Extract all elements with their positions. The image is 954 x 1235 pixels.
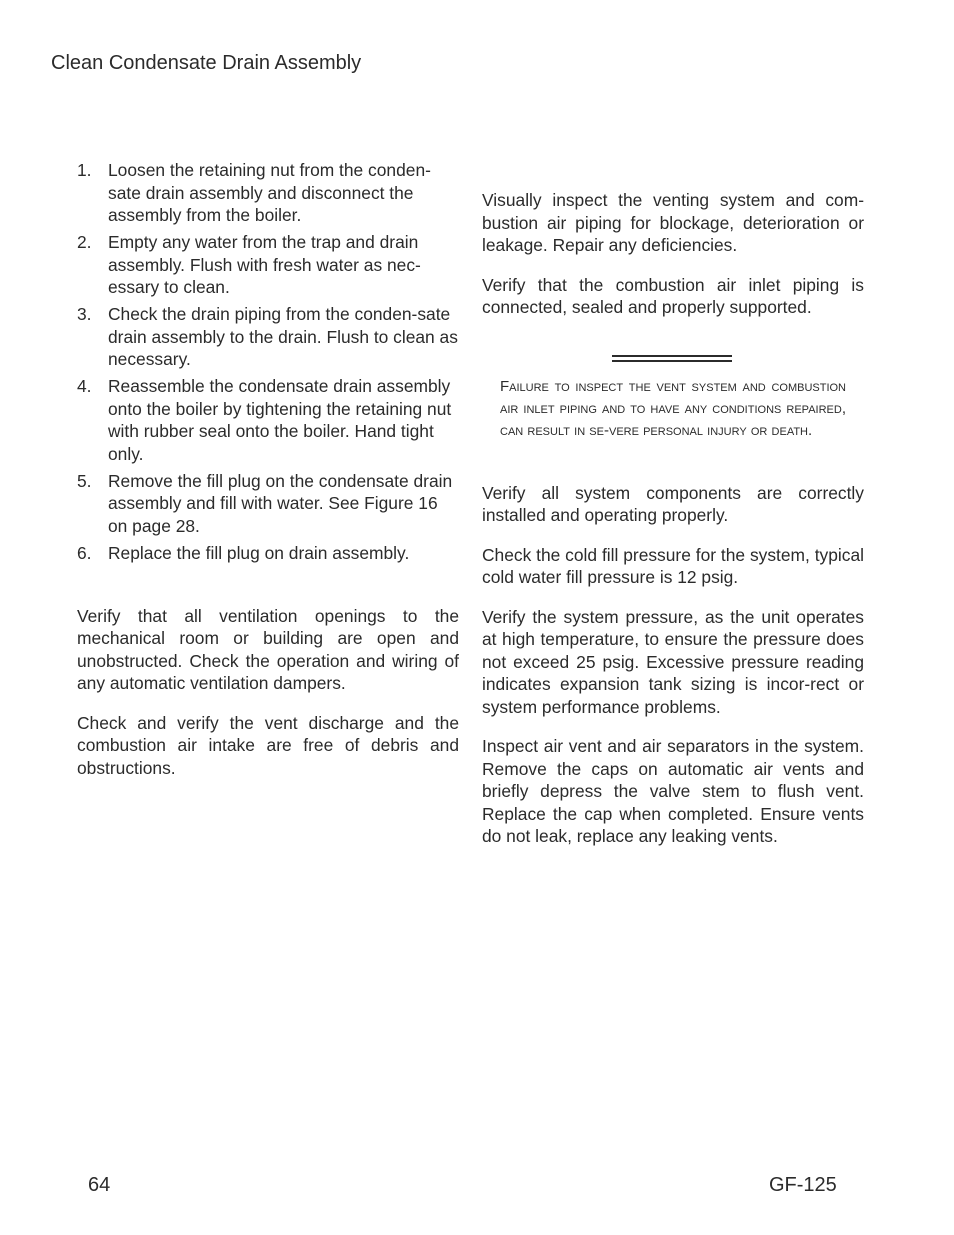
- step-text: Remove the fill plug on the condensate drain assembly and fill with water. See Figure 16 on page 28.: [108, 470, 453, 536]
- step-text: Check the drain piping from the conden-sate drain assembly to the drain. Flush to clean as necessary.: [108, 304, 458, 369]
- page-title: Clean Condensate Drain Assembly: [51, 52, 362, 74]
- venting-inspection-paragraph: Visually inspect the venting system and com-bustion air piping for blockage, deterioration or leakage. Repair any deficiencies.: [482, 190, 864, 255]
- page-number: 64: [88, 1174, 111, 1196]
- list-item: [77, 542, 459, 565]
- step-text: Loosen the retaining nut from the conden-sate drain assembly and disconnect the assembly from the boiler.: [108, 160, 431, 225]
- step-text: Reassemble the condensate drain assembly onto the boiler by tightening the retaining nut with rubber seal onto the boiler. Hand tight only.: [108, 376, 452, 464]
- step-number: 5.: [77, 470, 92, 491]
- components-paragraph: Verify all system components are correctly installed and operating properly.: [482, 482, 864, 525]
- step-text: Replace the fill plug on drain assembly.: [108, 542, 410, 563]
- list-item: [77, 375, 459, 465]
- step-number: 4.: [77, 376, 92, 396]
- step-text: Empty any water from the trap and drain assembly. Flush with fresh water as nec-essary to clean.: [108, 232, 421, 297]
- ventilation-paragraph: Verify that all ventilation openings to the mechanical room or building are open and unobstructed. Check the operation and wiring of any automatic ventilation dampers.: [77, 605, 459, 693]
- warning-text: Failure to inspect the vent system and combustion air inlet piping and to have any conditions repaired, can result in se-vere personal injury or death.: [500, 377, 846, 439]
- step-number: 1.: [77, 160, 92, 180]
- warning-divider: [612, 355, 732, 362]
- section-gap: [482, 442, 864, 482]
- air-vent-paragraph: Inspect air vent and air separators in the system. Remove the caps on automatic air vents and briefly depress the valve stem to flush vent. Replace the cap when completed. Ensure vents do not leak, replace any leaking vents.: [482, 736, 864, 846]
- drain-steps-list: [77, 159, 459, 564]
- list-item: [77, 231, 459, 299]
- list-item: [77, 303, 459, 371]
- step-number: 3.: [77, 304, 92, 324]
- model-label: GF-125: [769, 1174, 837, 1196]
- section-gap: [77, 569, 459, 605]
- left-column: [77, 159, 459, 796]
- list-item: [77, 159, 459, 227]
- right-column: [482, 189, 864, 865]
- step-number: 2.: [77, 232, 92, 252]
- cold-fill-paragraph: Check the cold fill pressure for the system, typical cold water fill pressure is 12 psig.: [482, 544, 864, 587]
- vent-discharge-paragraph: Check and verify the vent discharge and the combustion air intake are free of debris and obstructions.: [77, 712, 459, 778]
- list-item: [77, 470, 459, 538]
- system-pressure-paragraph: Verify the system pressure, as the unit operates at high temperature, to ensure the pressure does not exceed 25 psig. Excessive pressure reading indicates expansion tank sizing is incor-rect or system performance problems.: [482, 606, 864, 717]
- inlet-piping-paragraph: Verify that the combustion air inlet piping is connected, sealed and properly supported.: [482, 274, 864, 317]
- step-number: 6.: [77, 542, 92, 563]
